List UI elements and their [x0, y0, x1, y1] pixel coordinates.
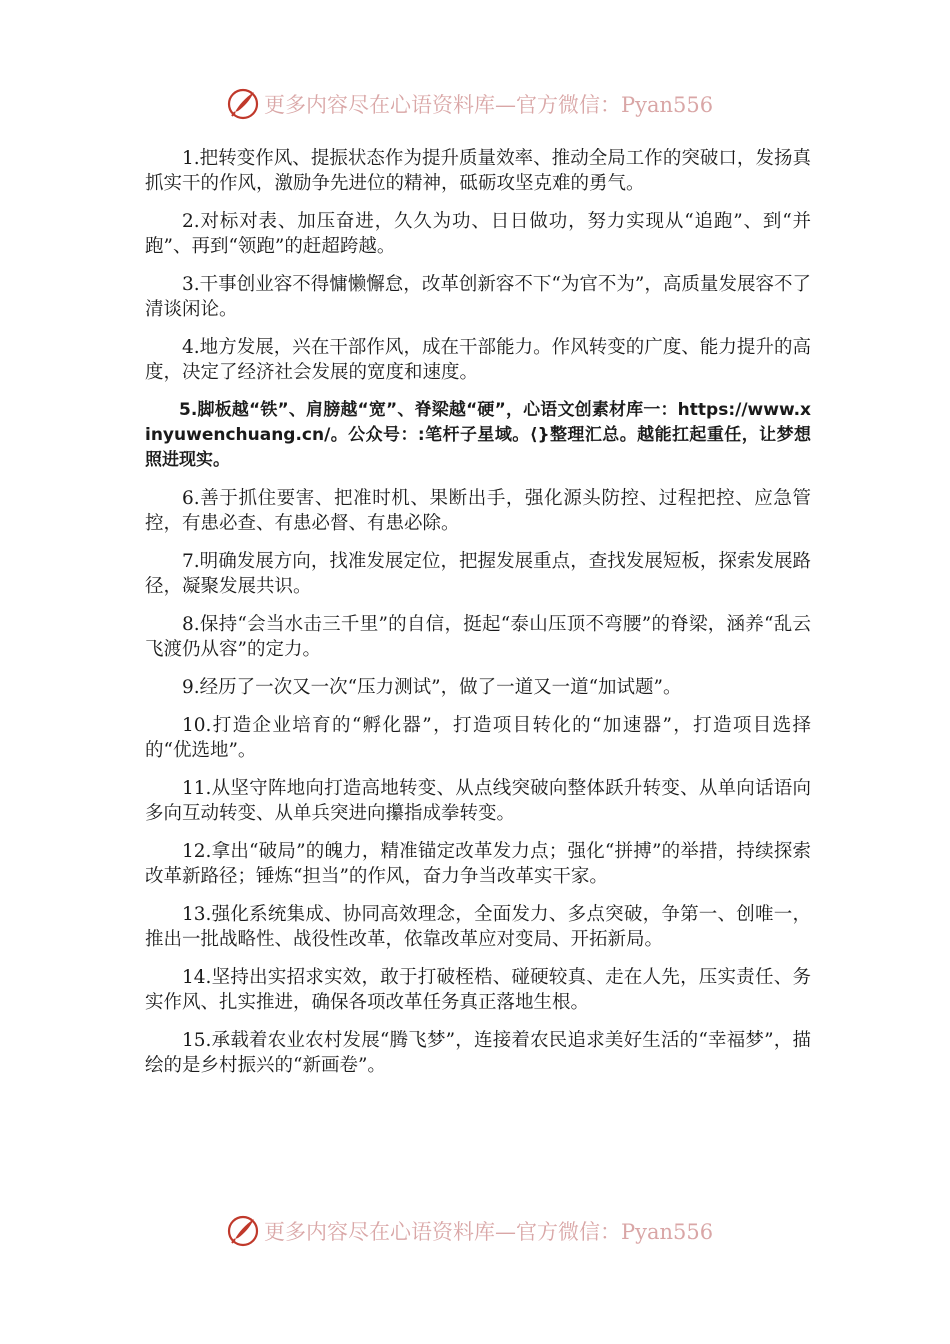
list-item: 4.地方发展，兴在干部作风，成在干部能力。作风转变的广度、能力提升的高度，决定了经济社会发展的宽度和速度。 [145, 337, 811, 383]
list-item: 6.善于抓住要害、把准时机、果断出手，强化源头防控、过程把控、应急管控，有患必查、有患必督、有患必除。 [145, 488, 811, 534]
list-item: 12.拿出“破局”的魄力，精准锚定改革发力点；强化“拼搏”的举措，持续探索改革新路径；锤炼“担当”的作风，奋力争当改革实干家。 [145, 841, 811, 887]
header-banner [226, 84, 713, 124]
footer-banner [226, 1211, 713, 1251]
list-item: 9.经历了一次又一次“压力测试”，做了一道又一道“加试题”。 [182, 677, 682, 698]
list-item: 1.把转变作风、提振状态作为提升质量效率、推动全局工作的突破口，发扬真抓实干的作风，激励争先进位的精神，砥砺攻坚克难的勇气。 [145, 148, 811, 194]
list-item: 3.干事创业容不得慵懒懈怠，改革创新容不下“为官不为”，高质量发展容不了清谈闲论。 [145, 274, 811, 320]
header-banner-text: 更多内容尽在心语资料库—官方微信：Pyan556 [264, 93, 714, 117]
feather-pen-icon [226, 1214, 260, 1248]
list-item: 2.对标对表、加压奋进，久久为功、日日做功，努力实现从“追跑”、到“并跑”、再到“领跑”的赶超跨越。 [145, 211, 811, 257]
list-item: 7.明确发展方向，找准发展定位，把握发展重点，查找发展短板，探索发展路径，凝聚发展共识。 [145, 551, 811, 597]
list-item: 10.打造企业培育的“孵化器”，打造项目转化的“加速器”，打造项目选择的“优选地”。 [145, 715, 811, 761]
list-item: 8.保持“会当水击三千里”的自信，挺起“泰山压顶不弯腰”的脊梁，涵养“乱云飞渡仍从容”的定力。 [145, 614, 811, 660]
list-item: 5.脚板越“铁”、肩膀越“宽”、脊梁越“硬”，心语文创素材库一：https://www.xinyuwenchuang.cn/。公众号：:笔杆子星域。⟨}整理汇总。越能扛起重任，让梦想照进现实。 [145, 400, 811, 470]
list-item: 15.承载着农业农村发展“腾飞梦”，连接着农民追求美好生活的“幸福梦”，描绘的是乡村振兴的“新画卷”。 [145, 1030, 811, 1076]
list-item: 13.强化系统集成、协同高效理念，全面发力、多点突破，争第一、创唯一，推出一批战略性、战役性改革，依靠改革应对变局、开拓新局。 [145, 904, 811, 950]
document-body [145, 146, 811, 1091]
list-item: 14.坚持出实招求实效，敢于打破桎梏、碰硬较真、走在人先，压实责任、务实作风、扎实推进，确保各项改革任务真正落地生根。 [145, 967, 811, 1013]
footer-banner-text: 更多内容尽在心语资料库—官方微信：Pyan556 [264, 1220, 714, 1244]
list-item: 11.从坚守阵地向打造高地转变、从点线突破向整体跃升转变、从单向话语向多向互动转变、从单兵突进向攥指成拳转变。 [145, 778, 811, 824]
feather-pen-icon [226, 87, 260, 121]
